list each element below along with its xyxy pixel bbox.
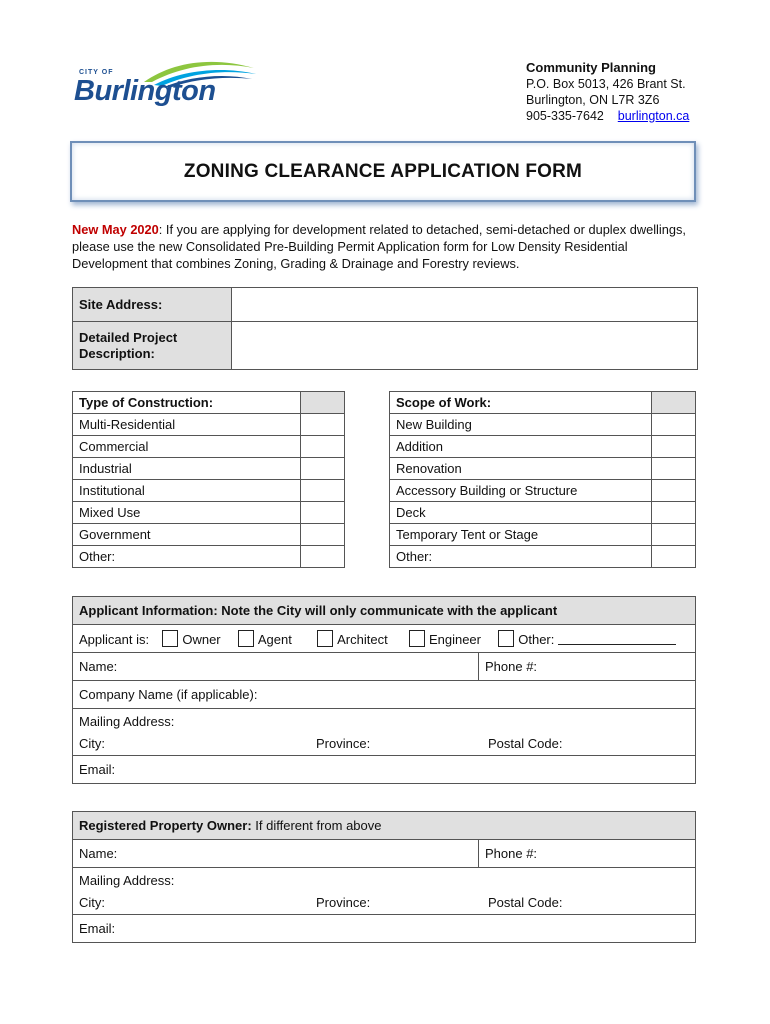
applicant-header: Applicant Information: Note the City will only communicate with the applicant xyxy=(73,597,696,625)
site-address-input[interactable] xyxy=(232,288,698,322)
scope-item: Addition xyxy=(390,436,652,458)
contact-line xyxy=(526,108,689,124)
applicant-table xyxy=(72,596,696,784)
owner-table xyxy=(72,811,696,943)
applicant-company-field[interactable]: Company Name (if applicable): xyxy=(73,681,696,709)
scope-header-check xyxy=(652,392,696,414)
agent-checkbox[interactable] xyxy=(238,630,254,647)
owner-mailing-label: Mailing Address: xyxy=(79,873,175,888)
other-text-line[interactable] xyxy=(558,632,676,645)
construction-type-table xyxy=(72,391,345,568)
construction-item: Other: xyxy=(73,546,301,568)
scope-check[interactable] xyxy=(652,546,696,568)
other-option-label: Other: xyxy=(518,632,555,647)
owner-checkbox[interactable] xyxy=(162,630,178,647)
owner-postal-label: Postal Code: xyxy=(488,895,563,910)
address-line-2: Burlington, ON L7R 3Z6 xyxy=(526,93,660,107)
website-link[interactable]: burlington.ca xyxy=(617,109,690,123)
construction-check[interactable] xyxy=(301,436,345,458)
construction-item: Mixed Use xyxy=(73,502,301,524)
scope-of-work-table xyxy=(389,391,696,568)
notice-text: : If you are applying for development related to detached, semi-detached or duplex dwellings, please use the new Consolidated Pre-Building Permit Application form for Low Density Residential Development that combines Zoning, Grading & Drainage and Forestry reviews. xyxy=(72,222,686,271)
scope-item: Deck xyxy=(390,502,652,524)
construction-item: Institutional xyxy=(73,480,301,502)
department-name: Community Planning xyxy=(526,60,656,75)
construction-check[interactable] xyxy=(301,524,345,546)
owner-city-label: City: xyxy=(79,895,105,910)
other-checkbox[interactable] xyxy=(498,630,514,647)
construction-item: Multi-Residential xyxy=(73,414,301,436)
owner-option-label: Owner xyxy=(182,632,221,647)
scope-check[interactable] xyxy=(652,436,696,458)
address-line-1: P.O. Box 5013, 426 Brant St. xyxy=(526,77,686,91)
scope-header: Scope of Work: xyxy=(390,392,652,414)
phone-number: 905-335-7642 xyxy=(526,109,604,123)
applicant-name-field[interactable]: Name: xyxy=(73,653,479,681)
construction-check[interactable] xyxy=(301,414,345,436)
scope-check[interactable] xyxy=(652,524,696,546)
construction-header: Type of Construction: xyxy=(73,392,301,414)
owner-name-field[interactable]: Name: xyxy=(73,840,479,868)
applicant-is-label: Applicant is: xyxy=(79,632,150,647)
applicant-type-row xyxy=(73,625,696,653)
applicant-city-label: City: xyxy=(79,736,105,751)
form-title: ZONING CLEARANCE APPLICATION FORM xyxy=(183,160,583,182)
site-address-label: Site Address: xyxy=(73,288,232,322)
owner-header-note: If different from above xyxy=(251,818,382,833)
owner-province-label: Province: xyxy=(316,895,371,910)
site-table xyxy=(72,287,698,370)
applicant-postal-label: Postal Code: xyxy=(488,736,563,751)
agent-option-label: Agent xyxy=(257,632,292,647)
construction-check[interactable] xyxy=(301,480,345,502)
owner-email-field[interactable]: Email: xyxy=(73,915,696,943)
engineer-option-label: Engineer xyxy=(428,632,481,647)
owner-phone-field[interactable]: Phone #: xyxy=(479,840,696,868)
scope-item: Renovation xyxy=(390,458,652,480)
owner-mailing-field[interactable] xyxy=(73,868,696,915)
scope-item: Other: xyxy=(390,546,652,568)
logo-city-of: CITY OF xyxy=(79,69,114,76)
engineer-checkbox[interactable] xyxy=(409,630,425,647)
form-title-box xyxy=(70,141,696,202)
notice-paragraph xyxy=(72,221,702,272)
applicant-mailing-field[interactable] xyxy=(73,709,696,756)
construction-item: Government xyxy=(73,524,301,546)
scope-item: Accessory Building or Structure xyxy=(390,480,652,502)
scope-check[interactable] xyxy=(652,480,696,502)
construction-check[interactable] xyxy=(301,546,345,568)
architect-option-label: Architect xyxy=(337,632,388,647)
project-description-label: Detailed Project Description: xyxy=(73,322,232,370)
project-description-input[interactable] xyxy=(232,322,698,370)
notice-highlight: New May 2020 xyxy=(72,222,159,237)
owner-header xyxy=(73,812,696,840)
applicant-email-field[interactable]: Email: xyxy=(73,756,696,784)
applicant-phone-field[interactable]: Phone #: xyxy=(479,653,696,681)
construction-check[interactable] xyxy=(301,502,345,524)
construction-item: Commercial xyxy=(73,436,301,458)
construction-header-check xyxy=(301,392,345,414)
city-logo xyxy=(72,58,257,116)
construction-check[interactable] xyxy=(301,458,345,480)
architect-checkbox[interactable] xyxy=(317,630,333,647)
scope-item: New Building xyxy=(390,414,652,436)
scope-check[interactable] xyxy=(652,458,696,480)
construction-item: Industrial xyxy=(73,458,301,480)
applicant-mailing-label: Mailing Address: xyxy=(79,714,175,729)
applicant-province-label: Province: xyxy=(316,736,371,751)
scope-check[interactable] xyxy=(652,414,696,436)
department-address xyxy=(526,60,689,124)
logo-wordmark: Burlington xyxy=(74,75,216,107)
scope-check[interactable] xyxy=(652,502,696,524)
owner-header-title: Registered Property Owner: xyxy=(79,818,252,833)
scope-item: Temporary Tent or Stage xyxy=(390,524,652,546)
